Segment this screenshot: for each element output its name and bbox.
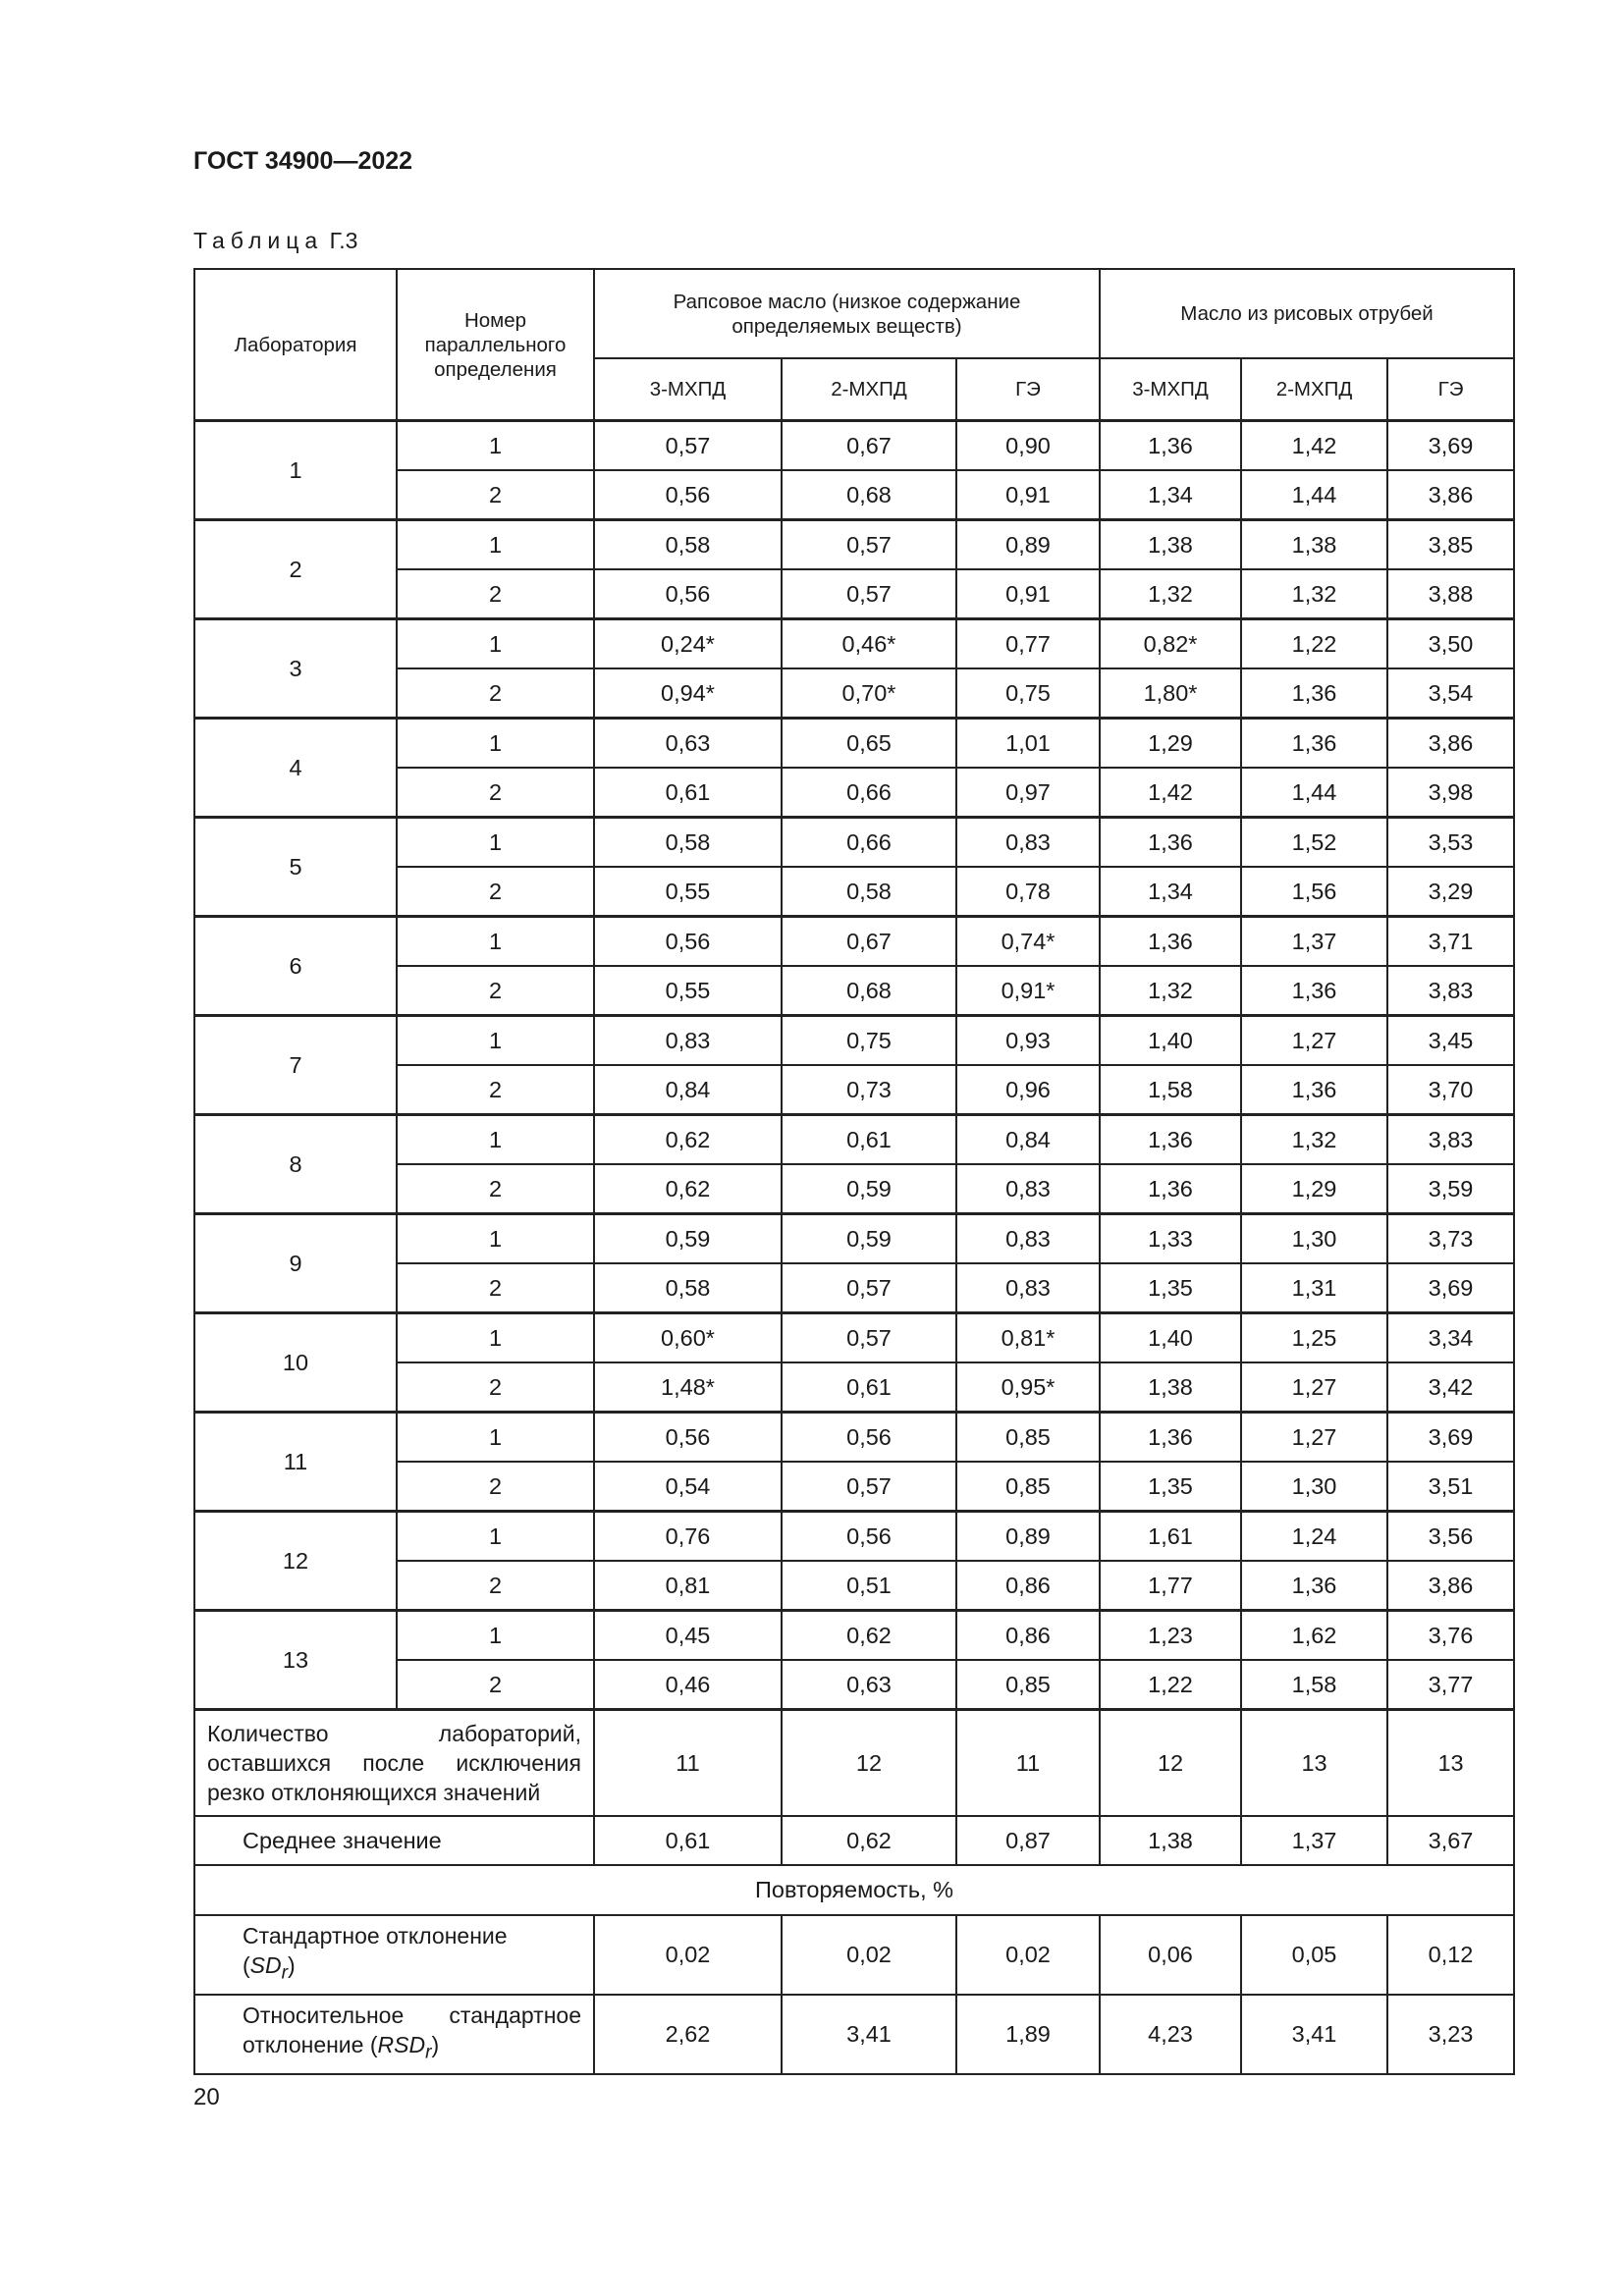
measurement-value: 1,36 [1241, 1561, 1387, 1611]
measurement-value: 0,74* [956, 917, 1100, 967]
measurement-value: 1,40 [1100, 1313, 1241, 1363]
parallel-number: 1 [397, 520, 594, 570]
measurement-value: 1,32 [1100, 569, 1241, 619]
laboratory-number: 3 [194, 619, 397, 719]
measurement-value: 0,82* [1100, 619, 1241, 669]
rsd-value: 3,23 [1387, 1995, 1514, 2074]
measurement-value: 3,45 [1387, 1016, 1514, 1066]
measurement-value: 0,77 [956, 619, 1100, 669]
measurement-value: 1,36 [1241, 1065, 1387, 1115]
mean-label: Среднее значение [194, 1816, 594, 1865]
measurement-value: 0,76 [594, 1512, 782, 1562]
sd-value: 0,06 [1100, 1915, 1241, 1995]
measurement-value: 1,30 [1241, 1214, 1387, 1264]
measurement-value: 1,24 [1241, 1512, 1387, 1562]
measurement-value: 0,84 [594, 1065, 782, 1115]
parallel-number: 2 [397, 1362, 594, 1413]
table-row [194, 1611, 1514, 1661]
parallel-number: 2 [397, 768, 594, 818]
measurement-value: 1,52 [1241, 818, 1387, 868]
measurement-value: 0,90 [956, 421, 1100, 471]
measurement-value: 0,86 [956, 1561, 1100, 1611]
parallel-number: 1 [397, 1214, 594, 1264]
measurement-value: 0,55 [594, 867, 782, 917]
measurement-value: 1,36 [1100, 1164, 1241, 1214]
parallel-number: 2 [397, 966, 594, 1016]
measurement-value: 1,31 [1241, 1263, 1387, 1313]
measurement-value: 0,85 [956, 1660, 1100, 1710]
measurement-value: 0,46 [594, 1660, 782, 1710]
measurement-value: 0,81 [594, 1561, 782, 1611]
measurement-value: 1,32 [1241, 569, 1387, 619]
measurement-value: 0,60* [594, 1313, 782, 1363]
count-value: 13 [1387, 1710, 1514, 1817]
sd-value: 0,02 [782, 1915, 956, 1995]
measurement-value: 0,83 [956, 1164, 1100, 1214]
rsd-value: 1,89 [956, 1995, 1100, 2074]
measurement-value: 3,34 [1387, 1313, 1514, 1363]
measurement-value: 1,33 [1100, 1214, 1241, 1264]
measurement-value: 0,68 [782, 470, 956, 520]
mean-value: 0,62 [782, 1816, 956, 1865]
measurement-value: 0,86 [956, 1611, 1100, 1661]
measurement-value: 0,81* [956, 1313, 1100, 1363]
measurement-value: 0,46* [782, 619, 956, 669]
rsd-value: 2,62 [594, 1995, 782, 2074]
sd-label-text: Стандартное отклонение [243, 1923, 508, 1949]
rsd-symbol: RSD [377, 2032, 426, 2058]
measurement-value: 0,89 [956, 520, 1100, 570]
measurement-value: 1,58 [1241, 1660, 1387, 1710]
measurement-value: 0,57 [782, 1313, 956, 1363]
measurement-value: 3,88 [1387, 569, 1514, 619]
header-rice-bran-oil: Масло из рисовых отрубей [1100, 269, 1514, 358]
measurement-value: 0,67 [782, 917, 956, 967]
header-rapeseed-oil: Рапсовое масло (низкое содержание определяемых веществ) [594, 269, 1100, 358]
header-parallel-number: Номер параллельного определения [397, 269, 594, 421]
measurement-value: 0,56 [782, 1413, 956, 1463]
measurement-value: 0,56 [594, 470, 782, 520]
measurement-value: 3,76 [1387, 1611, 1514, 1661]
rsd-value: 3,41 [1241, 1995, 1387, 2074]
parallel-number: 2 [397, 1164, 594, 1214]
measurement-value: 1,44 [1241, 768, 1387, 818]
count-label: Количество лабораторий, оставшихся после исключения резко отклоняющихся значений [194, 1710, 594, 1817]
table-row [194, 619, 1514, 669]
measurement-value: 0,57 [782, 1263, 956, 1313]
measurement-value: 1,29 [1100, 719, 1241, 769]
measurement-value: 0,58 [594, 818, 782, 868]
parallel-number: 2 [397, 867, 594, 917]
measurement-value: 1,80* [1100, 668, 1241, 719]
laboratory-number: 12 [194, 1512, 397, 1611]
laboratory-number: 8 [194, 1115, 397, 1214]
measurement-value: 1,36 [1241, 668, 1387, 719]
measurement-value: 1,36 [1100, 1115, 1241, 1165]
measurement-value: 1,22 [1241, 619, 1387, 669]
measurement-value: 0,94* [594, 668, 782, 719]
measurement-value: 0,95* [956, 1362, 1100, 1413]
measurement-value: 3,69 [1387, 1413, 1514, 1463]
measurement-value: 1,62 [1241, 1611, 1387, 1661]
header-sub-col: 2-МХПД [782, 358, 956, 421]
parallel-number: 1 [397, 719, 594, 769]
parallel-number: 1 [397, 1413, 594, 1463]
measurement-value: 3,83 [1387, 1115, 1514, 1165]
measurement-value: 0,62 [782, 1611, 956, 1661]
measurement-value: 1,36 [1100, 421, 1241, 471]
measurement-value: 0,45 [594, 1611, 782, 1661]
sd-value: 0,05 [1241, 1915, 1387, 1995]
measurement-value: 0,57 [782, 1462, 956, 1512]
table-row [194, 719, 1514, 769]
measurement-value: 1,36 [1100, 818, 1241, 868]
measurement-value: 3,69 [1387, 1263, 1514, 1313]
measurement-value: 0,83 [956, 818, 1100, 868]
measurement-value: 1,77 [1100, 1561, 1241, 1611]
measurement-value: 0,73 [782, 1065, 956, 1115]
count-value: 13 [1241, 1710, 1387, 1817]
measurement-value: 0,63 [594, 719, 782, 769]
laboratory-number: 6 [194, 917, 397, 1016]
measurement-value: 1,27 [1241, 1016, 1387, 1066]
laboratory-number: 7 [194, 1016, 397, 1115]
measurement-value: 0,61 [782, 1362, 956, 1413]
measurement-value: 0,59 [594, 1214, 782, 1264]
sd-value: 0,12 [1387, 1915, 1514, 1995]
measurement-value: 0,59 [782, 1164, 956, 1214]
measurement-value: 1,25 [1241, 1313, 1387, 1363]
measurement-value: 3,50 [1387, 619, 1514, 669]
measurement-value: 0,54 [594, 1462, 782, 1512]
measurement-value: 3,69 [1387, 421, 1514, 471]
measurement-value: 1,56 [1241, 867, 1387, 917]
measurement-value: 0,91 [956, 569, 1100, 619]
measurement-value: 0,61 [594, 768, 782, 818]
table-row [194, 1413, 1514, 1463]
measurement-value: 3,86 [1387, 1561, 1514, 1611]
parallel-number: 1 [397, 1016, 594, 1066]
measurement-value: 1,44 [1241, 470, 1387, 520]
measurement-value: 1,35 [1100, 1263, 1241, 1313]
measurement-value: 1,27 [1241, 1362, 1387, 1413]
parallel-number: 2 [397, 1462, 594, 1512]
measurement-value: 1,32 [1241, 1115, 1387, 1165]
parallel-number: 2 [397, 668, 594, 719]
measurement-value: 1,37 [1241, 917, 1387, 967]
measurement-value: 3,86 [1387, 470, 1514, 520]
sd-value: 0,02 [956, 1915, 1100, 1995]
measurement-value: 3,51 [1387, 1462, 1514, 1512]
measurement-value: 3,71 [1387, 917, 1514, 967]
header-sub-col: 2-МХПД [1241, 358, 1387, 421]
rsd-value: 4,23 [1100, 1995, 1241, 2074]
table-caption-number: Г.3 [329, 228, 358, 253]
parallel-number: 1 [397, 917, 594, 967]
measurement-value: 0,85 [956, 1413, 1100, 1463]
mean-value: 1,38 [1100, 1816, 1241, 1865]
laboratory-number: 4 [194, 719, 397, 818]
measurement-value: 1,58 [1100, 1065, 1241, 1115]
measurement-value: 0,70* [782, 668, 956, 719]
measurement-value: 3,70 [1387, 1065, 1514, 1115]
measurement-value: 0,65 [782, 719, 956, 769]
parallel-number: 2 [397, 1561, 594, 1611]
measurement-value: 0,78 [956, 867, 1100, 917]
measurement-value: 1,34 [1100, 470, 1241, 520]
sd-value: 0,02 [594, 1915, 782, 1995]
mean-value: 1,37 [1241, 1816, 1387, 1865]
measurement-value: 3,86 [1387, 719, 1514, 769]
measurement-value: 1,30 [1241, 1462, 1387, 1512]
measurement-value: 1,32 [1100, 966, 1241, 1016]
measurement-value: 0,24* [594, 619, 782, 669]
measurement-value: 1,36 [1100, 1413, 1241, 1463]
measurement-value: 0,67 [782, 421, 956, 471]
mean-value: 3,67 [1387, 1816, 1514, 1865]
measurement-value: 1,40 [1100, 1016, 1241, 1066]
measurement-value: 1,36 [1241, 966, 1387, 1016]
header-sub-col: 3-МХПД [594, 358, 782, 421]
sd-symbol: SD [249, 1952, 282, 1979]
measurement-value: 0,57 [782, 569, 956, 619]
table-row [194, 1016, 1514, 1066]
mean-value: 0,61 [594, 1816, 782, 1865]
table-row [194, 520, 1514, 570]
parallel-number: 2 [397, 470, 594, 520]
parallel-number: 1 [397, 1115, 594, 1165]
measurement-value: 3,77 [1387, 1660, 1514, 1710]
measurement-value: 3,56 [1387, 1512, 1514, 1562]
header-laboratory: Лаборатория [194, 269, 397, 421]
count-value: 11 [956, 1710, 1100, 1817]
measurement-value: 1,38 [1100, 1362, 1241, 1413]
laboratory-number: 5 [194, 818, 397, 917]
repeatability-section-heading: Повторяемость, % [194, 1865, 1514, 1915]
measurement-value: 3,59 [1387, 1164, 1514, 1214]
rsd-label: Относительное стандартное отклонение $(RSD_r)$ [194, 1995, 594, 2074]
measurement-value: 0,68 [782, 966, 956, 1016]
count-value: 12 [782, 1710, 956, 1817]
header-sub-col: 3-МХПД [1100, 358, 1241, 421]
measurement-value: 0,93 [956, 1016, 1100, 1066]
measurement-value: 0,83 [594, 1016, 782, 1066]
mean-value: 0,87 [956, 1816, 1100, 1865]
table-caption [193, 228, 357, 254]
parallel-number: 2 [397, 1065, 594, 1115]
parallel-number: 2 [397, 569, 594, 619]
laboratory-number: 1 [194, 421, 397, 520]
measurement-value: 0,91 [956, 470, 1100, 520]
laboratory-number: 10 [194, 1313, 397, 1413]
count-value: 12 [1100, 1710, 1241, 1817]
measurement-value: 3,29 [1387, 867, 1514, 917]
parallel-number: 1 [397, 1313, 594, 1363]
measurement-value: 1,27 [1241, 1413, 1387, 1463]
measurement-value: 1,36 [1241, 719, 1387, 769]
measurement-value: 3,98 [1387, 768, 1514, 818]
measurement-value: 0,55 [594, 966, 782, 1016]
measurement-value: 1,48* [594, 1362, 782, 1413]
page-number: 20 [193, 2084, 220, 2110]
parallel-number: 2 [397, 1263, 594, 1313]
table-row [194, 1512, 1514, 1562]
measurement-value: 1,29 [1241, 1164, 1387, 1214]
measurement-value: 0,58 [594, 1263, 782, 1313]
measurement-value: 0,58 [594, 520, 782, 570]
table-row [194, 421, 1514, 471]
measurement-value: 0,56 [594, 1413, 782, 1463]
laboratory-number: 2 [194, 520, 397, 619]
measurement-value: 1,22 [1100, 1660, 1241, 1710]
parallel-number: 1 [397, 421, 594, 471]
measurement-value: 0,51 [782, 1561, 956, 1611]
measurement-value: 1,61 [1100, 1512, 1241, 1562]
measurement-value: 0,59 [782, 1214, 956, 1264]
measurement-value: 3,85 [1387, 520, 1514, 570]
measurement-value: 0,75 [782, 1016, 956, 1066]
measurement-value: 0,61 [782, 1115, 956, 1165]
laboratory-number: 9 [194, 1214, 397, 1313]
measurement-value: 0,62 [594, 1164, 782, 1214]
measurement-value: 0,91* [956, 966, 1100, 1016]
parallel-number: 1 [397, 1611, 594, 1661]
measurement-value: 0,83 [956, 1214, 1100, 1264]
measurement-value: 3,83 [1387, 966, 1514, 1016]
measurement-value: 0,66 [782, 768, 956, 818]
header-sub-col: ГЭ [956, 358, 1100, 421]
measurement-value: 0,57 [782, 520, 956, 570]
measurement-value: 3,53 [1387, 818, 1514, 868]
measurement-value: 1,42 [1241, 421, 1387, 471]
measurement-value: 0,63 [782, 1660, 956, 1710]
laboratory-number: 13 [194, 1611, 397, 1710]
measurement-value: 0,56 [594, 569, 782, 619]
table-row [194, 1214, 1514, 1264]
sd-subscript: r [281, 1962, 289, 1984]
measurement-value: 0,56 [782, 1512, 956, 1562]
measurement-value: 0,56 [594, 917, 782, 967]
laboratory-number: 11 [194, 1413, 397, 1512]
measurement-value: 0,89 [956, 1512, 1100, 1562]
header-sub-col: ГЭ [1387, 358, 1514, 421]
measurement-value: 0,85 [956, 1462, 1100, 1512]
measurement-value: 1,23 [1100, 1611, 1241, 1661]
parallel-number: 1 [397, 619, 594, 669]
table-row [194, 818, 1514, 868]
measurement-value: 0,75 [956, 668, 1100, 719]
results-table [193, 268, 1515, 2075]
standard-title: ГОСТ 34900—2022 [193, 147, 413, 175]
measurement-value: 0,97 [956, 768, 1100, 818]
measurement-value: 0,58 [782, 867, 956, 917]
table-row [194, 917, 1514, 967]
measurement-value: 0,66 [782, 818, 956, 868]
table-row [194, 1313, 1514, 1363]
measurement-value: 0,62 [594, 1115, 782, 1165]
measurement-value: 0,83 [956, 1263, 1100, 1313]
parallel-number: 2 [397, 1660, 594, 1710]
measurement-value: 1,36 [1100, 917, 1241, 967]
measurement-value: 3,73 [1387, 1214, 1514, 1264]
measurement-value: 1,42 [1100, 768, 1241, 818]
table-row [194, 1115, 1514, 1165]
rsd-value: 3,41 [782, 1995, 956, 2074]
measurement-value: 3,54 [1387, 668, 1514, 719]
measurement-value: 1,35 [1100, 1462, 1241, 1512]
parallel-number: 1 [397, 1512, 594, 1562]
rsd-subscript: r [425, 2042, 432, 2063]
measurement-value: 1,38 [1241, 520, 1387, 570]
measurement-value: 0,96 [956, 1065, 1100, 1115]
measurement-value: 1,01 [956, 719, 1100, 769]
parallel-number: 1 [397, 818, 594, 868]
count-value: 11 [594, 1710, 782, 1817]
sd-label: Стандартное отклонение $(SD_r)$ [194, 1915, 594, 1995]
measurement-value: 1,38 [1100, 520, 1241, 570]
measurement-value: 0,84 [956, 1115, 1100, 1165]
table-caption-word: Таблица [193, 228, 324, 253]
measurement-value: 3,42 [1387, 1362, 1514, 1413]
measurement-value: 0,57 [594, 421, 782, 471]
rsd-label-text: Относительное стандартное отклонение [243, 2002, 581, 2058]
measurement-value: 1,34 [1100, 867, 1241, 917]
